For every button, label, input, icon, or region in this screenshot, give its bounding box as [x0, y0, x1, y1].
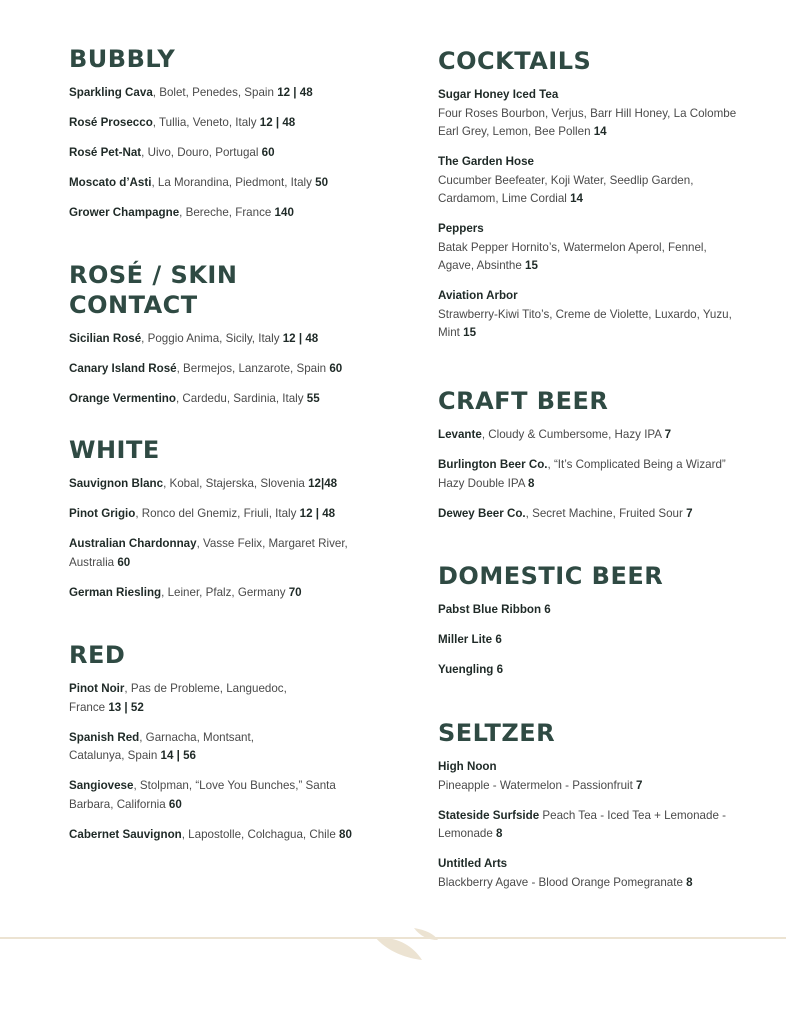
menu-item — [69, 535, 369, 572]
item-price: 60 — [117, 555, 131, 569]
item-name: Burlington Beer Co. — [438, 458, 548, 471]
menu-item — [69, 114, 369, 133]
menu-item — [69, 729, 289, 766]
item-description: , Stolpman, “Love You Bunches,” Santa Barbara, California — [69, 779, 336, 811]
item-description: , Bolet, Penedes, Spain — [152, 86, 278, 99]
menu-item — [438, 855, 738, 892]
section-heading: COCKTAILS — [438, 47, 592, 75]
item-name: Stateside Surfside — [438, 808, 540, 822]
item-price: 7 — [664, 428, 672, 441]
item-price: 12|48 — [308, 477, 338, 490]
menu-item — [438, 220, 738, 276]
item-description: , Poggio Anima, Sicily, Italy — [141, 332, 283, 345]
item-price: 12 | 48 — [299, 507, 336, 520]
menu-item — [69, 174, 369, 193]
item-price: 8 — [496, 827, 503, 840]
item-name: Dewey Beer Co. — [438, 506, 526, 520]
menu-item — [438, 807, 738, 844]
item-description: Cucumber Beefeater, Koji Water, Seedlip Garden, Cardamom, Lime Cordial — [438, 173, 694, 205]
item-description: , Bermejos, Lanzarote, Spain — [176, 362, 330, 375]
item-price: 13 | 52 — [108, 700, 144, 714]
item-description: Pineapple - Watermelon - Passionfruit — [438, 778, 637, 792]
menu-item — [69, 330, 369, 349]
item-price: 12 | 48 — [259, 116, 296, 129]
item-name: Miller Lite — [438, 633, 496, 646]
item-description: , Ronco del Gnemiz, Friuli, Italy — [135, 507, 300, 520]
item-description: , Cardedu, Sardinia, Italy — [175, 392, 307, 405]
item-name: Sugar Honey Iced Tea — [438, 88, 559, 101]
section-rose-skin-contact — [69, 260, 369, 420]
item-price: 55 — [306, 392, 320, 405]
item-price: 12 | 48 — [277, 86, 313, 99]
item-description: Four Roses Bourbon, Verjus, Barr Hill Honey, La Colombe Earl Grey, Lemon, Bee Pollen — [438, 106, 737, 138]
section-craft-beer — [438, 386, 738, 535]
section-heading: SELTZER — [438, 719, 556, 747]
item-price: 14 — [570, 192, 583, 205]
menu-item — [69, 777, 369, 814]
item-description: , Bereche, France — [179, 206, 275, 219]
item-name: The Garden Hose — [438, 155, 534, 168]
item-description: Batak Pepper Hornito’s, Watermelon Aperol, Fennel, Agave, Absinthe — [438, 240, 707, 272]
item-description: , “It’s Complicated Being a Wizard” Hazy Double IPA — [438, 458, 726, 490]
item-name: Levante — [438, 428, 482, 441]
section-cocktails — [438, 46, 738, 354]
item-name: Sparkling Cava — [69, 86, 153, 99]
section-seltzer — [438, 718, 738, 904]
item-description: , Kobal, Stajerska, Slovenia — [163, 477, 309, 490]
item-price: 14 — [593, 125, 607, 138]
menu-item — [69, 390, 369, 409]
section-heading: ROSÉ / SKIN CONTACT — [69, 261, 238, 319]
item-name: Grower Champagne — [69, 206, 180, 219]
item-name: Canary Island Rosé — [69, 362, 177, 375]
item-name: Rosé Prosecco — [69, 116, 153, 129]
section-heading: BUBBLY — [69, 45, 176, 73]
menu-item — [438, 153, 738, 209]
menu-item — [438, 426, 738, 445]
item-description: , Leiner, Pfalz, Germany — [161, 585, 289, 599]
item-description: , Tullia, Veneto, Italy — [152, 116, 260, 129]
section-heading: RED — [69, 641, 126, 669]
item-name: Moscato d’Asti — [69, 176, 152, 189]
item-price: 6 — [496, 663, 504, 676]
item-name: Sicilian Rosé — [69, 332, 142, 345]
item-price: 6 — [544, 603, 551, 616]
item-description: , Cloudy & Cumbersome, Hazy IPA — [481, 428, 665, 441]
menu-item — [69, 505, 369, 524]
item-name: German Riesling — [69, 585, 162, 599]
item-price: 15 — [525, 259, 538, 272]
item-price: 60 — [261, 146, 275, 159]
menu-item — [69, 360, 369, 379]
item-price: 7 — [686, 506, 693, 520]
item-description: , Lapostolle, Colchagua, Chile — [181, 827, 339, 841]
menu-item — [69, 84, 369, 103]
item-price: 60 — [329, 362, 343, 375]
menu-item — [69, 680, 309, 717]
menu-item — [438, 631, 738, 650]
item-price: 14 | 56 — [160, 749, 197, 762]
item-description: , Secret Machine, Fruited Sour — [525, 506, 687, 520]
menu-item — [69, 475, 369, 494]
item-name: Spanish Red — [69, 730, 140, 744]
menu-item — [69, 584, 369, 603]
item-price: 140 — [274, 206, 294, 219]
item-price: 70 — [288, 585, 302, 599]
section-heading: WHITE — [69, 436, 160, 464]
item-price: 8 — [528, 476, 535, 490]
item-name: Cabernet Sauvignon — [69, 827, 182, 841]
section-domestic-beer — [438, 561, 738, 691]
menu-item — [438, 287, 738, 343]
menu-item — [438, 456, 738, 493]
item-name: Sauvignon Blanc — [69, 477, 164, 490]
item-name: Australian Chardonnay — [69, 537, 197, 550]
leaf-icon — [372, 926, 452, 966]
item-description: , Vasse Felix, Margaret River, Australia — [69, 537, 348, 569]
item-name: Yuengling — [438, 663, 497, 676]
item-price: 50 — [315, 176, 329, 189]
item-description: Blackberry Agave - Blood Orange Pomegranate — [438, 875, 687, 889]
item-price: 80 — [339, 827, 352, 841]
section-heading: CRAFT BEER — [438, 387, 609, 415]
menu-item — [69, 826, 369, 845]
item-name: Untitled Arts — [438, 857, 508, 870]
item-description: , Garnacha, Montsant, Catalunya, Spain — [69, 730, 254, 762]
item-description: Peach Tea - Iced Tea + Lemonade - Lemonade — [438, 808, 726, 840]
menu-item — [438, 601, 738, 620]
item-price: 6 — [495, 633, 502, 646]
menu-item — [69, 204, 369, 223]
item-name: Sangiovese — [69, 779, 134, 792]
item-name: Rosé Pet-Nat — [69, 146, 142, 159]
section-white — [69, 435, 369, 614]
item-description: Strawberry-Kiwi Tito’s, Creme de Violette, Luxardo, Yuzu, Mint — [438, 307, 732, 339]
item-price: 15 — [463, 326, 477, 339]
item-name: Pinot Noir — [69, 682, 125, 695]
item-name: Pabst Blue Ribbon — [438, 603, 545, 616]
item-description: , La Morandina, Piedmont, Italy — [151, 176, 316, 189]
section-heading: DOMESTIC BEER — [438, 562, 664, 590]
item-name: High Noon — [438, 760, 497, 773]
menu-item — [438, 86, 738, 142]
item-price: 8 — [686, 875, 693, 889]
menu-item — [438, 661, 738, 680]
item-price: 12 | 48 — [282, 332, 319, 345]
menu-item — [438, 758, 738, 795]
section-bubbly — [69, 44, 369, 234]
item-description: , Uivo, Douro, Portugal — [141, 146, 262, 159]
item-name: Pinot Grigio — [69, 507, 136, 520]
item-name: Peppers — [438, 222, 484, 235]
item-name: Orange Vermentino — [69, 392, 176, 405]
item-description: , Pas de Probleme, Languedoc, France — [69, 682, 287, 714]
item-name: Aviation Arbor — [438, 289, 518, 302]
menu-item — [438, 505, 738, 524]
item-price: 7 — [636, 778, 643, 792]
item-price: 60 — [168, 797, 182, 811]
menu-item — [69, 144, 369, 163]
section-red — [69, 640, 369, 856]
